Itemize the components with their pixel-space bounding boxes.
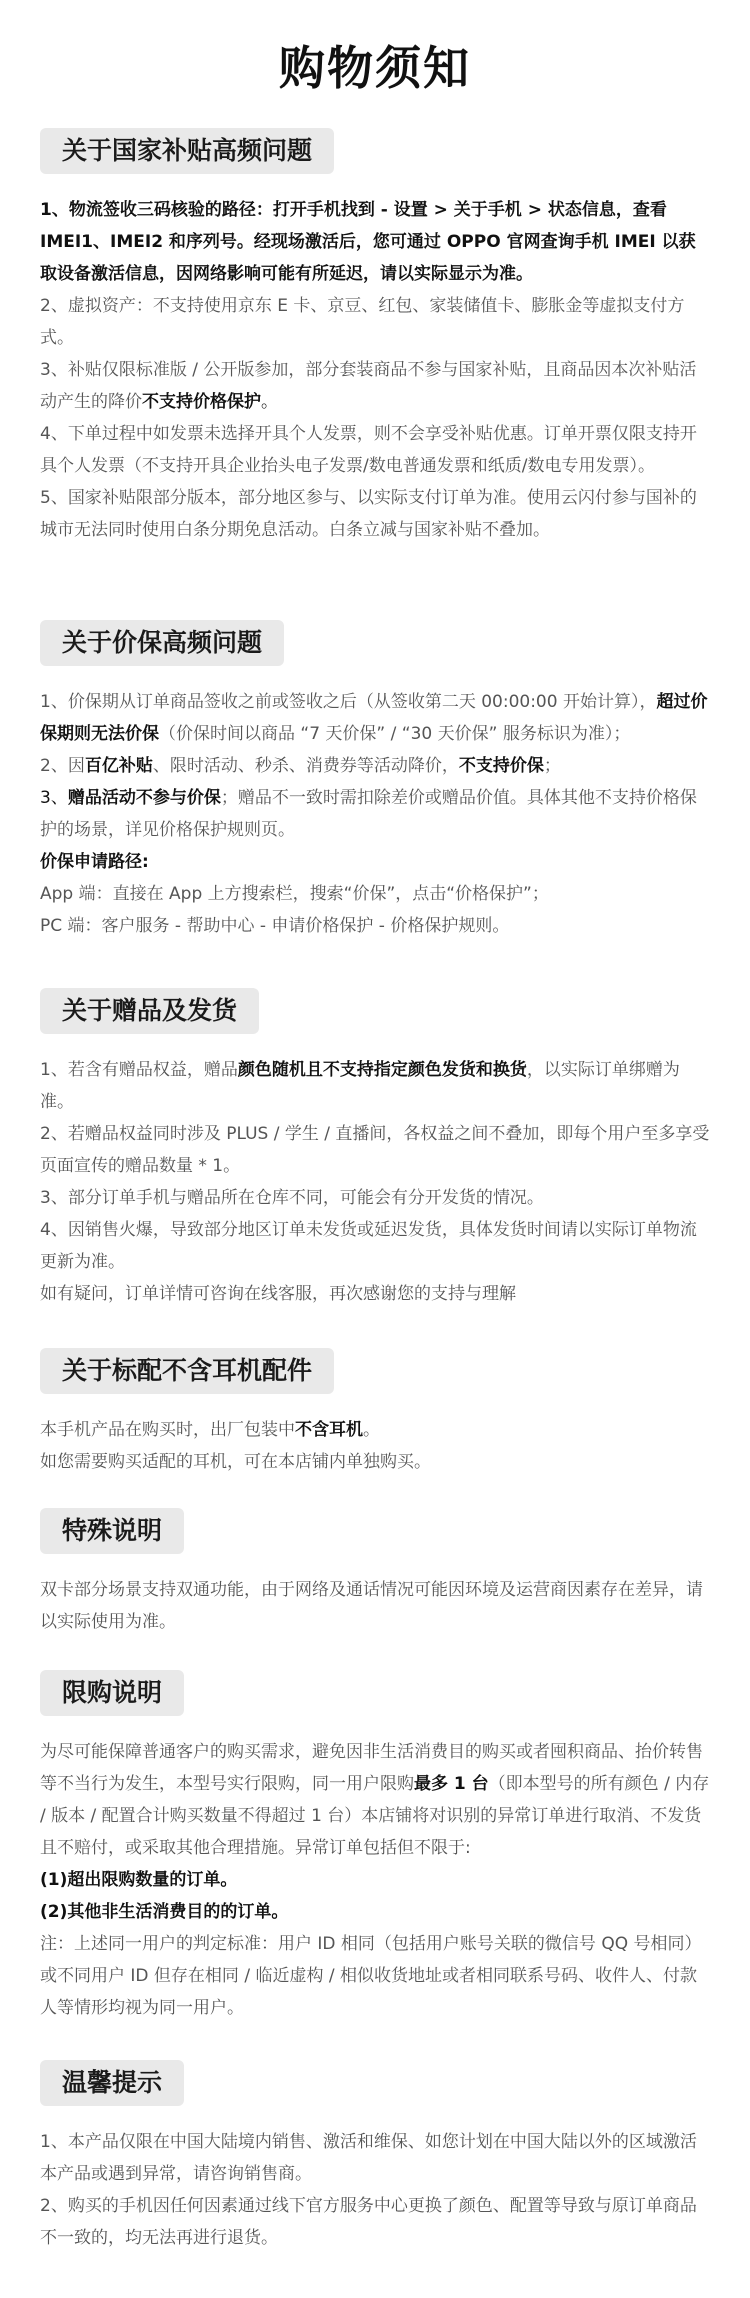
paragraph [40,750,710,782]
page-title: 购物须知 [279,41,471,95]
paragraph [40,2190,710,2254]
text: 注：上述同一用户的判定标准：用户 ID 相同（包括用户账号关联的微信号 QQ 号相同）或不同用户 ID 但存在相同 / 临近虚构 / 相似收货地址或者相同联系号码、收件人、付款人等情形均视为同一用户。 [40,1934,702,2018]
text: 2、因 [40,756,85,776]
section-body [40,1574,710,1638]
text: 2、若赠品权益同时涉及 PLUS / 学生 / 直播间，各权益之间不叠加，即每个用户至多享受页面宣传的赠品数量 * 1。 [40,1124,710,1176]
text: 如有疑问，订单详情可咨询在线客服，再次感谢您的支持与理解 [40,1284,516,1304]
text: 。 [363,1420,380,1440]
paragraph [40,1118,710,1182]
paragraph [40,686,710,750]
text: 如您需要购买适配的耳机，可在本店铺内单独购买。 [40,1452,431,1472]
paragraph [40,194,710,290]
bold-text: 最多 1 台 [414,1774,489,1794]
paragraph [40,290,710,354]
paragraph [40,1896,710,1928]
section-reminders [0,2060,750,2254]
text: 本手机产品在购买时，出厂包装中 [40,1420,295,1440]
bold-text: (1)超出限购数量的订单。 [40,1870,238,1890]
text: （即本型号的所有颜色 / 内存 / 版本 / 配置合计购买数量不得超过 1 台）本店铺将对识别的异常订单进行取消、不发货且不赔付，或采取其他合理措施。异常订单包括但不限于: [40,1774,710,1858]
section-national-subsidy [0,128,750,546]
text: ，以实际订单绑赠为准。 [40,1060,680,1112]
paragraph [40,418,710,482]
section-special-notes [0,1508,750,1638]
section-body [40,2126,710,2254]
section-header: 关于国家补贴高频问题 [40,128,334,174]
bold-text: 超过价保期则无法价保 [40,692,708,744]
section-no-earphones [0,1348,750,1478]
section-purchase-limit [0,1670,750,2024]
text: 3、 [40,788,68,808]
bold-text: 不支持价格保护 [142,392,261,412]
paragraph [40,2126,710,2190]
text: 。 [261,392,278,412]
paragraph [40,1054,710,1118]
text: App 端：直接在 App 上方搜索栏，搜索“价保”，点击“价格保护”； [40,884,549,904]
bold-text: 价保申请路径: [40,852,149,872]
paragraph [40,1928,710,2024]
paragraph [40,1574,710,1638]
paragraph [40,782,710,846]
section-body [40,1414,710,1478]
bold-text: 不含耳机 [295,1420,363,1440]
paragraph [40,1864,710,1896]
bold-text: 颜色随机且不支持指定颜色发货和换货 [237,1060,527,1080]
section-body [40,1054,710,1310]
text: 5、国家补贴限部分版本，部分地区参与、以实际支付订单为准。使用云闪付参与国补的城市无法同时使用白条分期免息活动。白条立减与国家补贴不叠加。 [40,488,697,540]
section-header: 关于价保高频问题 [40,620,284,666]
text: 1、若含有赠品权益，赠品 [40,1060,238,1080]
section-header: 关于标配不含耳机配件 [40,1348,334,1394]
text: 3、补贴仅限标准版 / 公开版参加，部分套装商品不参与国家补贴，且商品因本次补贴活动产生的降价 [40,360,697,412]
paragraph [40,354,710,418]
text: 3、部分订单手机与赠品所在仓库不同，可能会有分开发货的情况。 [40,1188,544,1208]
paragraph [40,482,710,546]
text: PC 端：客户服务 - 帮助中心 - 申请价格保护 - 价格保护规则。 [40,916,510,936]
paragraph [40,846,710,878]
text: 为尽可能保障普通客户的购买需求，避免因非生活消费目的购买或者囤积商品、抬价转售等不当行为发生，本型号实行限购，同一用户限购 [40,1742,703,1794]
text: 1、价保期从订单商品签收之前或签收之后（从签收第二天 00:00:00 开始计算）， [40,692,657,712]
text: 2、购买的手机因任何因素通过线下官方服务中心更换了颜色、配置等导致与原订单商品不一致的，均无法再进行退货。 [40,2196,697,2248]
paragraph [40,910,710,942]
text: 4、因销售火爆，导致部分地区订单未发货或延迟发货，具体发货时间请以实际订单物流更新为准。 [40,1220,697,1272]
text: ；赠品不一致时需扣除差价或赠品价值。具体其他不支持价格保护的场景，详见价格保护规则页。 [40,788,697,840]
text: 4、下单过程中如发票未选择开具个人发票，则不会享受补贴优惠。订单开票仅限支持开具个人发票（不支持开具企业抬头电子发票/数电普通发票和纸质/数电专用发票）。 [40,424,697,476]
paragraph [40,1278,710,1310]
section-price-protection [0,620,750,942]
paragraph [40,1446,710,1478]
paragraph [40,1182,710,1214]
paragraph [40,1414,710,1446]
section-body [40,194,710,546]
section-gifts-shipping [0,988,750,1310]
section-header: 关于赠品及发货 [40,988,259,1034]
paragraph [40,1736,710,1864]
section-header: 限购说明 [40,1670,184,1716]
bold-text: (2)其他非生活消费目的的订单。 [40,1902,289,1922]
text: ； [543,756,561,776]
paragraph [40,878,710,910]
section-body [40,686,710,942]
text: （价保时间以商品 “7 天价保” / “30 天价保” 服务标识为准）； [159,724,631,744]
bold-text: 1、物流签收三码核验的路径：打开手机找到 - 设置 > 关于手机 > 状态信息，查看 IMEI1、IMEI2 和序列号。经现场激活后，您可通过 OPPO 官网查询手机 IMEI 以获取设备激活信息，因网络影响可能有所延迟，请以实际显示为准。 [40,200,696,284]
bold-text: 不支持价保 [458,756,544,776]
text: 双卡部分场景支持双通功能，由于网络及通话情况可能因环境及运营商因素存在差异，请以实际使用为准。 [40,1580,703,1632]
text: 、限时活动、秒杀、消费券等活动降价， [152,756,459,776]
section-body [40,1736,710,2024]
text: 2、虚拟资产：不支持使用京东 E 卡、京豆、红包、家装储值卡、膨胀金等虚拟支付方式。 [40,296,685,348]
section-header: 温馨提示 [40,2060,184,2106]
bold-text: 赠品活动不参与价保 [67,788,221,808]
bold-text: 百亿补贴 [84,756,153,776]
section-header: 特殊说明 [40,1508,184,1554]
paragraph [40,1214,710,1278]
text: 1、本产品仅限在中国大陆境内销售、激活和维保、如您计划在中国大陆以外的区域激活本产品或遇到异常，请咨询销售商。 [40,2132,697,2184]
